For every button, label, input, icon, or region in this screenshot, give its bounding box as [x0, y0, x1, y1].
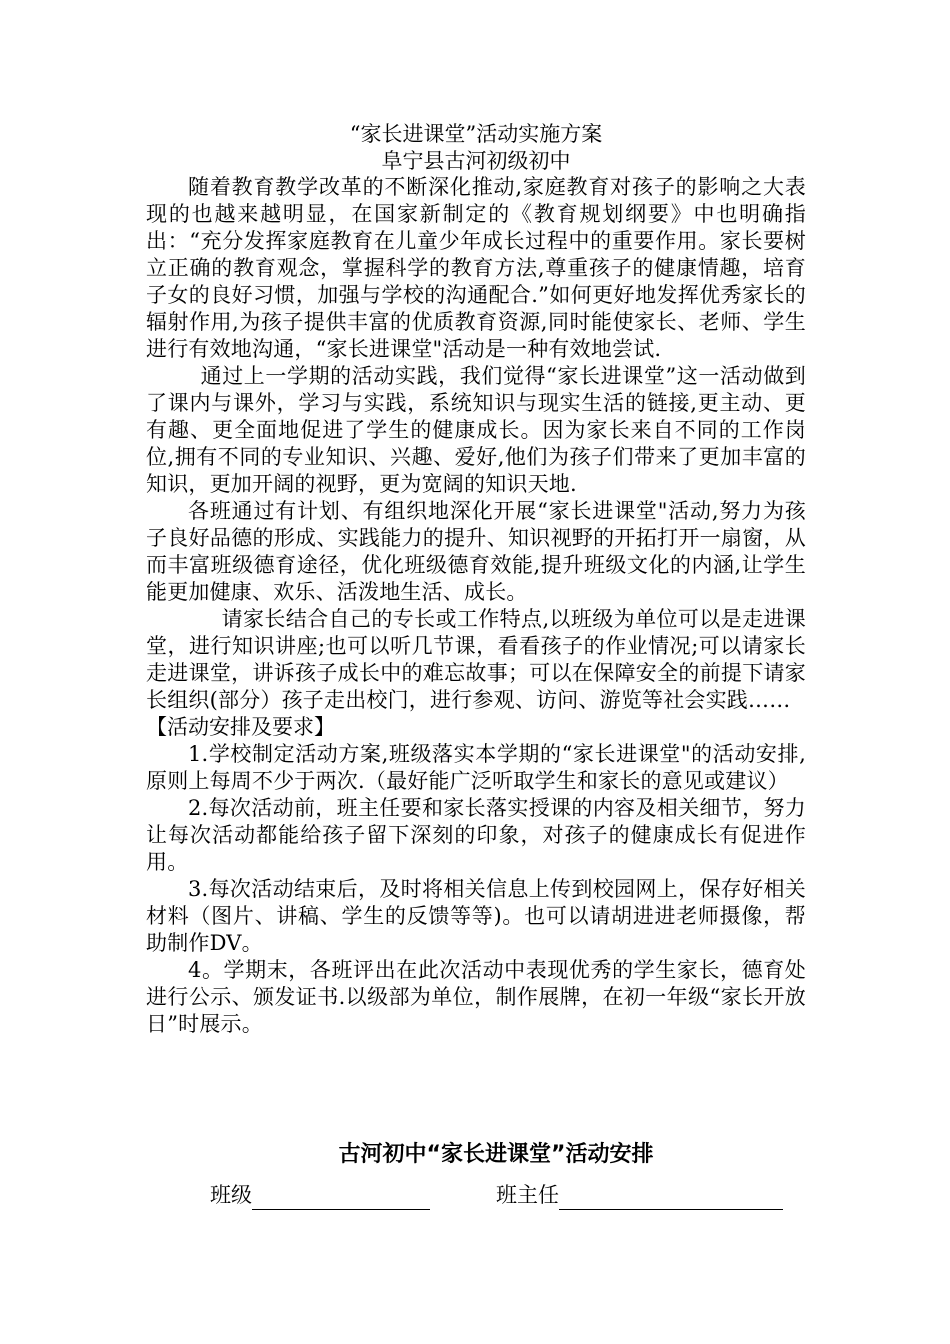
- teacher-blank-line[interactable]: [559, 1185, 783, 1210]
- teacher-label: 班主任: [496, 1183, 559, 1207]
- paragraph-parents: 请家长结合自己的专长或工作特点,以班级为单位可以是走进课堂，进行知识讲座;也可以听几节课，看看孩子的作业情况;可以请家长走进课堂，讲诉孩子成长中的难忘故事；可以在保障安全的前提下请家长组织(部分）孩子走出校门，进行参观、访问、游览等社会实践……: [146, 607, 806, 712]
- document-title: “家长进课堂”活动实施方案: [349, 122, 603, 146]
- form-title: 古河初中“家长进课堂”活动安排: [338, 1142, 654, 1167]
- class-blank-line[interactable]: [252, 1185, 430, 1210]
- class-label: 班级: [210, 1183, 252, 1207]
- requirement-item-3: 3.每次活动结束后，及时将相关信息上传到校园网上，保存好相关材料（图片、讲稿、学生的反馈等等)。也可以请胡进进老师摄像，帮助制作DV。: [146, 877, 806, 955]
- requirement-item-2: 2.每次活动前，班主任要和家长落实授课的内容及相关细节，努力让每次活动都能给孩子留下深刻的印象，对孩子的健康成长有促进作用。: [146, 796, 806, 874]
- class-field: [210, 1180, 496, 1210]
- requirement-item-1: 1.学校制定活动方案,班级落实本学期的“家长进课堂"的活动安排,原则上每周不少于两次.（最好能广泛听取学生和家长的意见或建议）: [146, 742, 806, 793]
- section-heading: 【活动安排及要求】: [146, 715, 335, 739]
- requirement-item-4: 4。学期末，各班评出在此次活动中表现优秀的学生家长，德育处进行公示、颁发证书.以级部为单位，制作展牌，在初一年级“家长开放日”时展示。: [146, 958, 806, 1036]
- paragraph-practice: 通过上一学期的活动实践，我们觉得“家长进课堂”这一活动做到了课内与课外，学习与实践，系统知识与现实生活的链接,更主动、更有趣、更全面地促进了学生的健康成长。因为家长来自不同的工作岗位,拥有不同的专业知识、兴趣、爱好,他们为孩子们带来了更加丰富的知识，更加开阔的视野，更为宽阔的知识天地.: [146, 364, 806, 496]
- document-body: [146, 120, 806, 1038]
- paragraph-intro: 随着教育教学改革的不断深化推动,家庭教育对孩子的影响之大表现的也越来越明显，在国家新制定的《教育规划纲要》中也明确指出：“充分发挥家庭教育在儿童少年成长过程中的重要作用。家长要树立正确的教育观念，掌握科学的教育方法,尊重孩子的健康情趣，培育子女的良好习惯，加强与学校的沟通配合.”如何更好地发挥优秀家长的辐射作用,为孩子提供丰富的优质教育资源,同时能使家长、老师、学生进行有效地沟通，“家长进课堂"活动是一种有效地尝试.: [146, 175, 806, 361]
- form-fields-row: [210, 1180, 810, 1210]
- school-name: 阜宁县古河初级初中: [381, 149, 571, 173]
- paragraph-classes: 各班通过有计划、有组织地深化开展“家长进课堂"活动,努力为孩子良好品德的形成、实践能力的提升、知识视野的开拓打开一扇窗，从而丰富班级德育途径，优化班级德育效能,提升班级文化的内涵,让学生能更加健康、欢乐、活泼地生活、成长。: [146, 499, 806, 604]
- teacher-field: [496, 1180, 783, 1210]
